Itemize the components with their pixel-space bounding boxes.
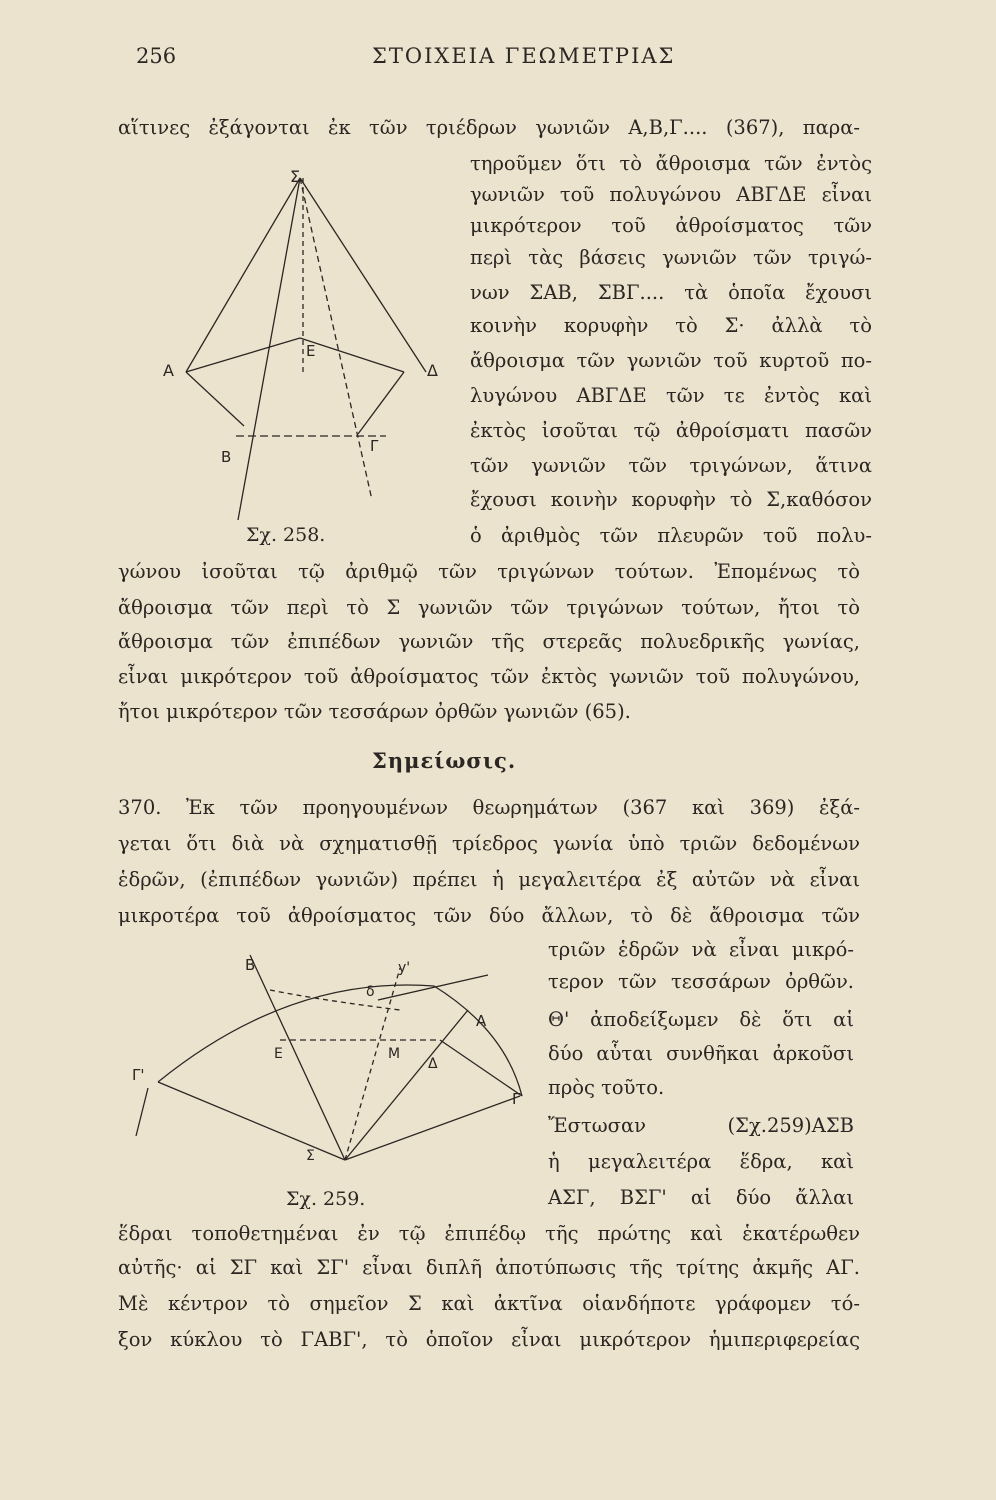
text-line: ἄθροισμα τῶν γωνιῶν τοῦ κυρτοῦ πο- <box>470 349 872 372</box>
text-line: ἡ μεγαλειτέρα ἕδρα, καὶ <box>548 1150 854 1173</box>
label-M: Μ <box>388 1046 401 1062</box>
text-line: Θ' ἀποδείξωμεν δὲ ὅτι αἱ <box>548 1008 854 1031</box>
text-line: τῶν γωνιῶν τῶν τριγώνων, ἅτινα <box>470 454 872 477</box>
text-line: ἄθροισμα τῶν περὶ τὸ Σ γωνιῶν τῶν τριγώνων τούτων, ἤτοι τὸ <box>118 596 860 619</box>
text-line: ἔχουσι κοινὴν κορυφὴν τὸ Σ,καθόσον <box>470 488 872 511</box>
text-line: τερον τῶν τεσσάρων ὀρθῶν. <box>548 970 854 993</box>
label-S: Σ <box>306 1148 315 1164</box>
text-line: γωνιῶν τοῦ πολυγώνου ΑΒΓΔΕ εἶναι <box>470 183 872 206</box>
label-E: Ε <box>306 342 316 360</box>
edge-SG1 <box>158 1082 345 1160</box>
edge-AB <box>186 372 244 426</box>
text-line: 370. Ἐκ τῶν προηγουμένων θεωρημάτων (367 καὶ 369) ἐξά- <box>118 796 860 819</box>
label-G: Γ <box>370 437 379 455</box>
text-line: γεται ὅτι διὰ νὰ σχηματισθῇ τρίεδρος γωνία ὑπὸ τριῶν δεδομένων <box>118 832 860 855</box>
text-line: εἶναι μικρότερον τοῦ ἀθροίσματος τῶν ἐκτὸς γωνιῶν τοῦ πολυγώνου, <box>118 665 860 688</box>
edge-dA <box>378 975 488 1000</box>
label-A: Α <box>163 361 174 380</box>
running-title: ΣΤΟΙΧΕΙΑ ΓΕΩΜΕΤΡΙΑΣ <box>372 44 676 68</box>
text-line: πρὸς τοῦτο. <box>548 1076 665 1099</box>
label-A: Α <box>476 1012 487 1030</box>
label-D: Δ <box>428 1056 438 1072</box>
text-line: ΑΣΓ, ΒΣΓ' αἱ δύο ἄλλαι <box>548 1186 854 1209</box>
text-line: νων ΣΑΒ, ΣΒΓ.... τὰ ὁποῖα ἔχουσι <box>470 281 872 304</box>
text-line: κοινὴν κορυφὴν τὸ Σ· ἀλλὰ τὸ <box>470 314 872 337</box>
text-line: Ἔστωσαν (Σχ.259)ΑΣΒ <box>548 1114 854 1137</box>
text-line: τριῶν ἑδρῶν νὰ εἶναι μικρό- <box>548 938 854 961</box>
text-line: ἑδρῶν, (ἐπιπέδων γωνιῶν) πρέπει ἡ μεγαλειτέρα ἐξ αὐτῶν νὰ εἶναι <box>118 868 860 891</box>
text-line: ἐκτὸς ἰσοῦται τῷ ἀθροίσματι πασῶν <box>470 419 872 442</box>
label-E: Ε <box>274 1046 283 1062</box>
edge-DG <box>440 1040 522 1096</box>
text-line: Μὲ κέντρον τὸ σημεῖον Σ καὶ ἀκτῖνα οἱανδήποτε γράφομεν τό- <box>118 1292 860 1315</box>
label-G1: Γ' <box>132 1066 145 1084</box>
figure-258 <box>150 160 450 540</box>
label-B: Β <box>245 956 256 974</box>
text-line: ἤτοι μικρότερον τῶν τεσσάρων ὀρθῶν γωνιῶν (65). <box>118 700 631 723</box>
page-number: 256 <box>136 44 177 68</box>
text-line: ἄθροισμα τῶν ἐπιπέδων γωνιῶν τῆς στερεᾶς πολυεδρικῆς γωνίας, <box>118 630 860 653</box>
label-G: Γ <box>512 1090 521 1108</box>
edge-SG <box>300 178 372 500</box>
text-line: ἕδραι τοποθετημέναι ἐν τῷ ἐπιπέδῳ τῆς πρώτης καὶ ἑκατέρωθεν <box>118 1222 860 1245</box>
figure-259 <box>130 940 530 1180</box>
arc-tail <box>136 1088 148 1136</box>
text-line: αἵτινες ἐξάγονται ἐκ τῶν τριέδρων γωνιῶν Α,Β,Γ.... (367), παρα- <box>118 116 860 139</box>
edge-SD <box>300 178 426 372</box>
edge-DG <box>358 372 404 434</box>
label-y: y' <box>398 960 411 976</box>
edge-SB <box>238 178 300 520</box>
text-line: γώνου ἰσοῦται τῷ ἀριθμῷ τῶν τριγώνων τούτων. Ἐπομένως τὸ <box>118 560 860 583</box>
text-line: μικρότερον τοῦ ἀθροίσματος τῶν <box>470 214 872 237</box>
text-line: μικροτέρα τοῦ ἀθροίσματος τῶν δύο ἄλλων, τὸ δὲ ἄθροισμα τῶν <box>118 904 860 927</box>
figure-259-caption: Σχ. 259. <box>286 1188 366 1210</box>
text-line: ὁ ἀριθμὸς τῶν πλευρῶν τοῦ πολυ- <box>470 524 872 547</box>
text-line: αὐτῆς· αἱ ΣΓ καὶ ΣΓ' εἶναι διπλῆ ἀποτύπωσις τῆς τρίτης ἀκμῆς ΑΓ. <box>118 1256 860 1279</box>
edge-ED <box>300 338 404 372</box>
section-heading: Σημείωσις. <box>372 748 517 773</box>
text-line: ξον κύκλου τὸ ΓΑΒΓ', τὸ ὁποῖον εἶναι μικρότερον ἡμιπεριφερείας <box>118 1328 860 1351</box>
label-B: Β <box>221 448 232 466</box>
text-line: λυγώνου ΑΒΓΔΕ τῶν τε ἐντὸς καὶ <box>470 384 872 407</box>
text-line: περὶ τὰς βάσεις γωνιῶν τῶν τριγώ- <box>470 246 872 269</box>
text-line: τηροῦμεν ὅτι τὸ ἄθροισμα τῶν ἐντὸς <box>470 152 872 175</box>
text-line: δύο αὗται συνθῆκαι ἀρκοῦσι <box>548 1042 854 1065</box>
label-d: δ <box>366 984 375 1000</box>
edge-SB <box>250 955 345 1160</box>
figure-258-caption: Σχ. 258. <box>246 524 326 546</box>
label-S: Σ <box>290 167 301 186</box>
label-D: Δ <box>427 361 438 380</box>
